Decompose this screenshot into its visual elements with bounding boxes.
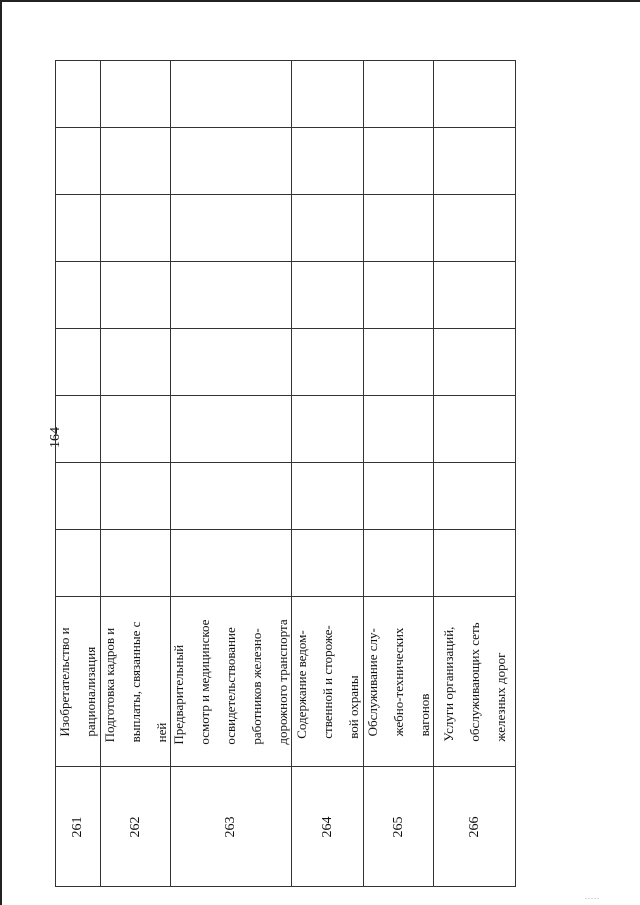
- cell-r1-c3: [56, 195, 101, 262]
- cell-r2-c6: [101, 396, 171, 463]
- cell-r4-c2: [292, 128, 364, 195]
- cell-r4-c3: [292, 195, 364, 262]
- row-name-264: [292, 597, 364, 767]
- cell-r5-c2: [364, 128, 434, 195]
- cell-r2-c2: [101, 128, 171, 195]
- cell-r2-c1: [101, 61, 171, 128]
- scan-mark: .....: [585, 892, 600, 901]
- cell-r6-c6: [434, 396, 516, 463]
- row-number-262: [101, 767, 171, 887]
- row-number-266-text: 266: [466, 816, 482, 837]
- row-name-262-text: Подготовка кадров и выплаты, связанные с ней: [101, 621, 169, 742]
- cell-r1-c6: [56, 396, 101, 463]
- cell-r5-c5: [364, 329, 434, 396]
- cell-r1-c5: [56, 329, 101, 396]
- row-number-265-text: 265: [390, 816, 406, 837]
- cell-r3-c7: [171, 463, 292, 530]
- cell-r6-c3: [434, 195, 516, 262]
- row-name-262: [101, 597, 171, 767]
- row-number-266: [434, 767, 516, 887]
- cell-r5-c6: [364, 396, 434, 463]
- row-number-261-text: 261: [70, 816, 85, 837]
- row-name-264-text: Содержание ведом- ственной и стороже- вой охраны: [293, 624, 361, 739]
- cell-r3-c4: [171, 262, 292, 329]
- row-number-262-text: 262: [127, 816, 143, 837]
- cell-r4-c7: [292, 463, 364, 530]
- row-name-266-text: Услуги организаций, обслуживающих сеть железных дорог: [440, 621, 508, 742]
- cell-r6-c8: [434, 530, 516, 597]
- page-border-left: [0, 0, 2, 905]
- cell-r5-c8: [364, 530, 434, 597]
- row-name-266: [434, 597, 516, 767]
- cell-r1-c1: [56, 61, 101, 128]
- cell-r1-c4: [56, 262, 101, 329]
- cell-r6-c4: [434, 262, 516, 329]
- row-name-261: [56, 597, 101, 767]
- cell-r4-c8: [292, 530, 364, 597]
- cell-r4-c4: [292, 262, 364, 329]
- row-number-265: [364, 767, 434, 887]
- row-name-261-text: Изобретательство и рационализация: [57, 626, 98, 737]
- cell-r4-c6: [292, 396, 364, 463]
- cell-r1-c7: [56, 463, 101, 530]
- cell-r5-c1: [364, 61, 434, 128]
- cell-r4-c1: [292, 61, 364, 128]
- cell-r5-c3: [364, 195, 434, 262]
- cell-r6-c7: [434, 463, 516, 530]
- cell-r4-c5: [292, 329, 364, 396]
- cell-r5-c7: [364, 463, 434, 530]
- cell-r2-c7: [101, 463, 171, 530]
- page-number: 164: [48, 427, 63, 448]
- row-number-263: [171, 767, 292, 887]
- cell-r3-c6: [171, 396, 292, 463]
- page-border-top: [0, 0, 640, 2]
- row-number-264-text: 264: [319, 816, 335, 837]
- cell-r2-c5: [101, 329, 171, 396]
- cell-r2-c8: [101, 530, 171, 597]
- cell-r6-c2: [434, 128, 516, 195]
- cell-r3-c1: [171, 61, 292, 128]
- cell-r1-c2: [56, 128, 101, 195]
- cell-r3-c2: [171, 128, 292, 195]
- row-number-264: [292, 767, 364, 887]
- row-number-261: [56, 767, 101, 887]
- cell-r1-c8: [56, 530, 101, 597]
- cell-r6-c5: [434, 329, 516, 396]
- cell-r3-c3: [171, 195, 292, 262]
- row-name-265-text: Обслуживание слу- жебно-технических вагонов: [364, 627, 432, 736]
- row-number-263-text: 263: [223, 816, 238, 837]
- row-name-263: [171, 597, 292, 767]
- cell-r2-c4: [101, 262, 171, 329]
- cell-r3-c5: [171, 329, 292, 396]
- cell-r2-c3: [101, 195, 171, 262]
- cell-r6-c1: [434, 61, 516, 128]
- cell-r5-c4: [364, 262, 434, 329]
- cell-r3-c8: [171, 530, 292, 597]
- row-name-263-text: Предварительный осмотр и медицинское освидетельствование работников железно- дорожного транспорта: [171, 618, 290, 745]
- data-table: [55, 60, 515, 886]
- row-name-265: [364, 597, 434, 767]
